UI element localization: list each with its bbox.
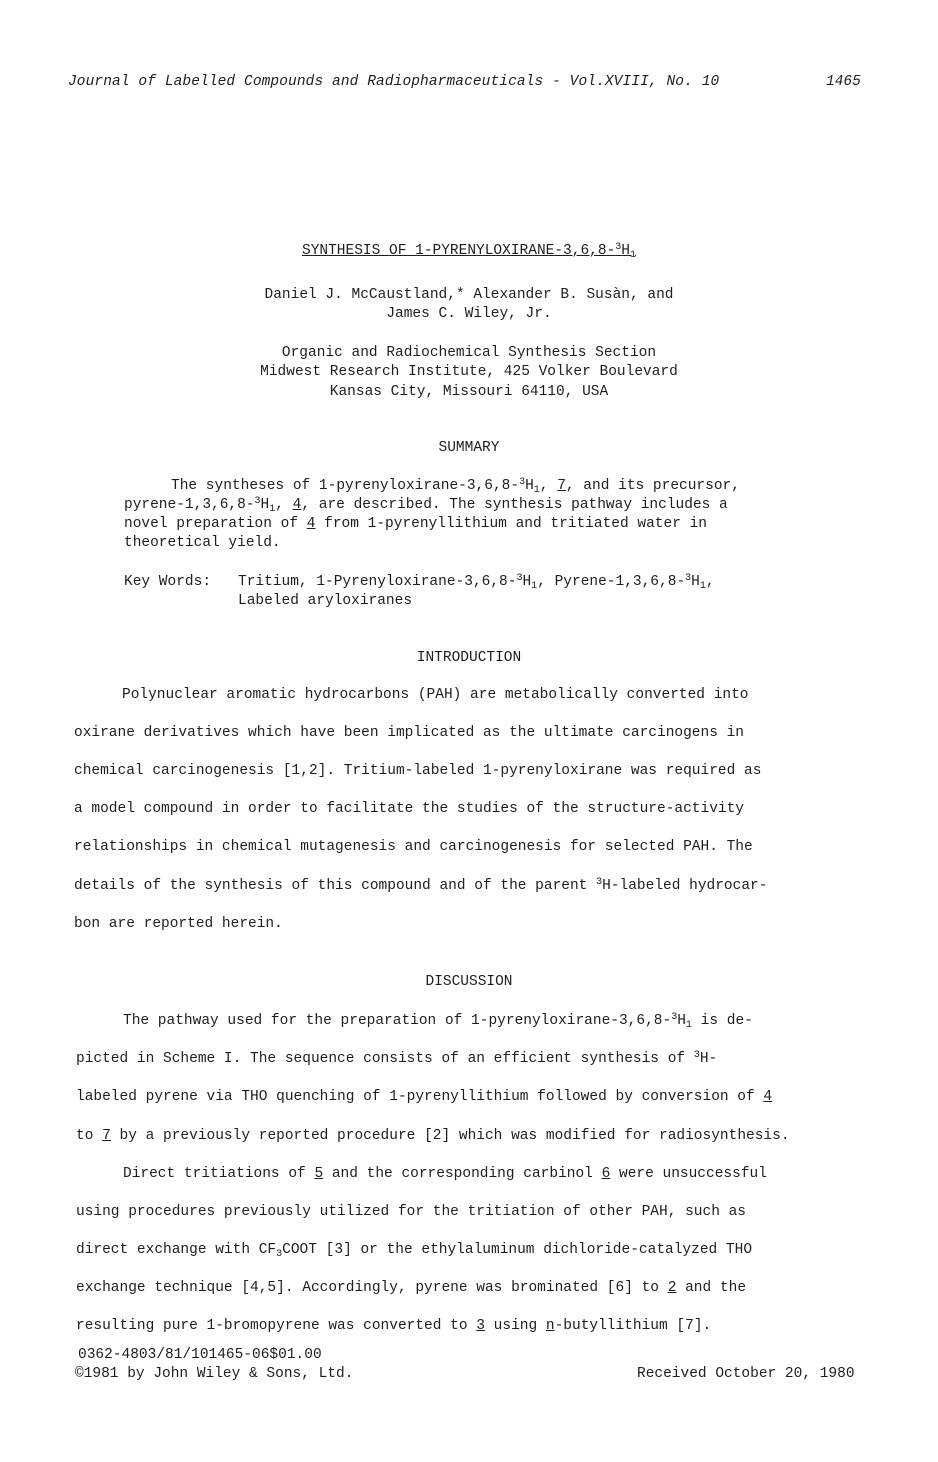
footer-received: Received October 20, 1980 <box>637 1366 855 1382</box>
intro-line-4: a model compound in order to facilitate the studies of the structure-activity <box>74 801 745 817</box>
journal-header: Journal of Labelled Compounds and Radiopharmaceuticals - Vol.XVIII, No. 10 <box>68 74 720 90</box>
intro-line-1: Polynuclear aromatic hydrocarbons (PAH) are metabolically converted into <box>122 687 749 703</box>
discussion-line-1: The pathway used for the preparation of $1-pyrenyloxirane-3,6,8-^3H_1$ is de- <box>123 1012 753 1031</box>
discussion-line-5: Direct tritiations of 5 and the corresponding carbinol 6 were unsuccessful <box>123 1166 767 1182</box>
intro-line-7: bon are reported herein. <box>74 916 283 932</box>
footer-code: 0362-4803/81/101465-06$01.00 <box>78 1347 322 1363</box>
discussion-line-6: using procedures previously utilized for the tritiation of other PAH, such as <box>76 1204 747 1220</box>
keywords-line-1: Tritium, $1-Pyrenyloxirane-3,6,8-^3H_1$, Pyrene-$1,3,6,8-^3H_1$, <box>238 573 715 592</box>
discussion-line-7: direct exchange with $CF_3COOT$ [3] or the ethylaluminum dichloride-catalyzed THO <box>76 1242 753 1260</box>
introduction-heading: INTRODUCTION <box>416 650 522 666</box>
discussion-line-3: labeled pyrene via THO quenching of 1-pyrenyllithium followed by conversion of 4 <box>76 1089 773 1105</box>
keywords-line-2: Labeled aryloxiranes <box>238 593 413 609</box>
affiliation-line-2: Midwest Research Institute, 425 Volker Boulevard <box>260 364 678 380</box>
discussion-line-8: exchange technique [4,5]. Accordingly, pyrene was brominated [6] to 2 and the <box>76 1280 747 1296</box>
summary-line-3: novel preparation of 4 from 1-pyrenyllithium and tritiated water in <box>124 516 708 532</box>
article-title: SYNTHESIS OF $1-PYRENYLOXIRANE-3,6,8-^3H_1$ <box>302 242 636 261</box>
keywords-label: Key Words: <box>124 574 212 590</box>
authors-line-2: James C. Wiley, Jr. <box>386 306 552 322</box>
summary-line-2: pyrene-$1,3,6,8-^3H_1$, 4, are described. The synthesis pathway includes a <box>124 496 728 515</box>
intro-line-2: oxirane derivatives which have been implicated as the ultimate carcinogens in <box>74 725 745 741</box>
intro-line-5: relationships in chemical mutagenesis and carcinogenesis for selected PAH. The <box>74 839 753 855</box>
affiliation-line-3: Kansas City, Missouri 64110, USA <box>329 384 609 400</box>
footer-copyright: ©1981 by John Wiley & Sons, Ltd. <box>75 1366 354 1382</box>
page-number: 1465 <box>826 74 861 90</box>
summary-line-1: The syntheses of $1-pyrenyloxirane-3,6,8-^3H_1$, 7, and its precursor, <box>171 477 740 496</box>
summary-line-4: theoretical yield. <box>124 535 281 551</box>
intro-line-6: details of the synthesis of this compound and of the parent $^3$H-labeled hydrocar- <box>74 877 768 894</box>
discussion-heading: DISCUSSION <box>425 974 513 990</box>
summary-heading: SUMMARY <box>438 440 500 456</box>
intro-line-3: chemical carcinogenesis [1,2]. Tritium-labeled 1-pyrenyloxirane was required as <box>74 763 762 779</box>
discussion-line-4: to 7 by a previously reported procedure [2] which was modified for radiosynthesis. <box>76 1128 790 1144</box>
authors-line-1: Daniel J. McCaustland,* Alexander B. Susàn, and <box>264 287 674 303</box>
discussion-line-9: resulting pure 1-bromopyrene was converted to 3 using n-butyllithium [7]. <box>76 1318 712 1334</box>
affiliation-line-1: Organic and Radiochemical Synthesis Section <box>281 345 657 361</box>
discussion-line-2: picted in Scheme I. The sequence consists of an efficient synthesis of $^3$H- <box>76 1050 718 1067</box>
